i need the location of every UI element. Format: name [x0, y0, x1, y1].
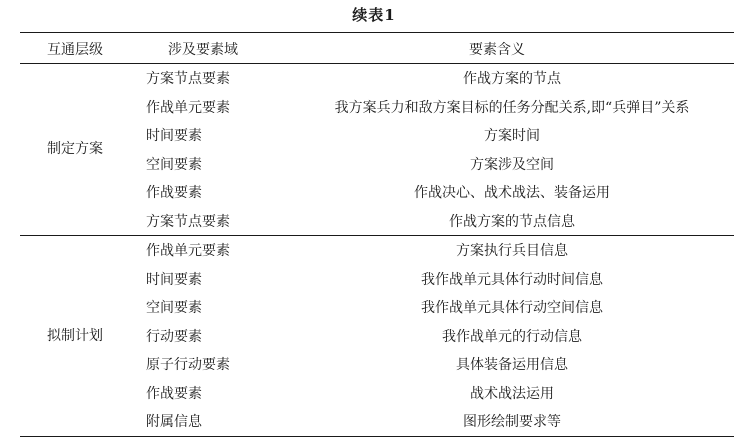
domain-cell: 作战单元要素: [146, 99, 230, 116]
table-row: [20, 207, 734, 236]
table-row: [20, 322, 734, 351]
table-row: [20, 407, 734, 436]
domain-cell: 作战要素: [146, 385, 202, 402]
domain-cell: 作战要素: [146, 185, 202, 201]
domain-cell: 方案节点要素: [146, 213, 230, 230]
domain-cell: 行动要素: [146, 328, 202, 345]
table-row: [20, 178, 734, 207]
domain-cell: 附属信息: [146, 414, 202, 430]
level-label: 拟制计划: [47, 328, 103, 344]
table-row: [20, 265, 734, 294]
meaning-cell: 方案涉及空间: [470, 156, 554, 173]
header-level: 互通层级: [47, 42, 103, 58]
meaning-cell: 图形绘制要求等: [463, 414, 561, 430]
meaning-cell: 我作战单元具体行动时间信息: [421, 271, 603, 288]
domain-cell: 作战单元要素: [146, 243, 230, 259]
table-row: [20, 150, 734, 179]
group-formulate-plan: [20, 64, 734, 235]
domain-cell: 时间要素: [146, 271, 202, 288]
header-domain: 涉及要素域: [168, 42, 238, 58]
meaning-cell: 我方案兵力和敌方案目标的任务分配关系,即“兵弹目”关系: [334, 99, 690, 116]
meaning-cell: 我作战单元的行动信息: [442, 328, 582, 345]
header-meaning: 要素含义: [469, 42, 525, 58]
meaning-cell: 作战决心、战术战法、装备运用: [414, 185, 610, 201]
meaning-cell: 具体装备运用信息: [456, 357, 568, 373]
table-row: [20, 379, 734, 408]
domain-cell: 原子行动要素: [146, 357, 230, 373]
meaning-cell: 作战方案的节点信息: [449, 213, 575, 230]
level-label: 制定方案: [47, 141, 103, 157]
domain-cell: 方案节点要素: [146, 71, 230, 87]
meaning-cell: 作战方案的节点: [463, 71, 561, 87]
table-row: [20, 236, 734, 265]
group-draft-plan: [20, 235, 734, 436]
domain-cell: 空间要素: [146, 300, 202, 316]
meaning-cell: 我作战单元具体行动空间信息: [421, 300, 603, 316]
meaning-cell: 方案执行兵目信息: [456, 243, 568, 259]
table-row: [20, 350, 734, 379]
table-row: [20, 64, 734, 93]
meaning-cell: 方案时间: [484, 128, 540, 144]
elements-table: [20, 32, 734, 437]
table-row: [20, 93, 734, 122]
table-row: [20, 121, 734, 150]
meaning-cell: 战术战法运用: [470, 385, 554, 402]
domain-cell: 空间要素: [146, 156, 202, 173]
domain-cell: 时间要素: [146, 128, 202, 144]
table-header: [20, 33, 734, 64]
table-caption: 续表1: [352, 6, 396, 24]
table-row: [20, 293, 734, 322]
